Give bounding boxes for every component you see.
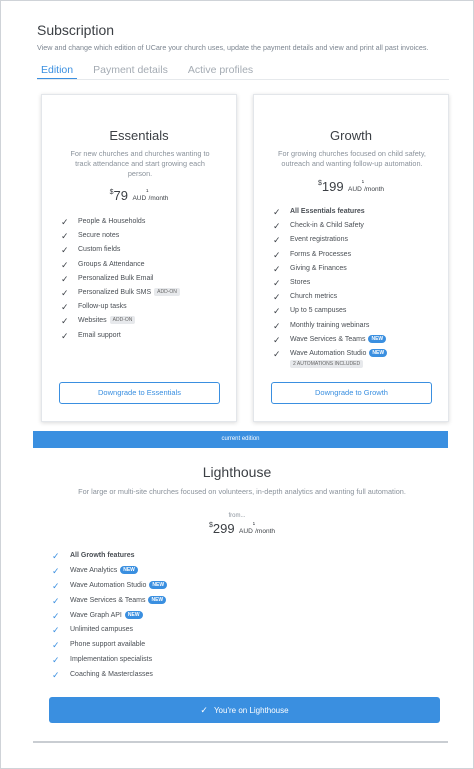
feature-item: [271, 321, 387, 335]
check-icon: ✓: [273, 348, 281, 359]
check-icon: ✓: [61, 330, 69, 341]
feature-item: [59, 331, 180, 345]
plan-name-lighthouse: Lighthouse: [202, 464, 272, 480]
feature-label: Wave Automation Studio: [290, 349, 367, 357]
plan-name: Essentials: [109, 128, 169, 143]
plan-price: [254, 178, 448, 196]
check-icon: ✓: [52, 551, 60, 561]
feature-item: [271, 207, 387, 221]
check-icon: ✓: [273, 207, 281, 217]
feature-item: [50, 566, 167, 581]
check-icon: ✓: [273, 221, 281, 232]
check-icon: ✓: [273, 334, 281, 345]
check-icon: ✓: [61, 259, 69, 270]
feature-item: [59, 288, 180, 302]
youre-on-lighthouse-button[interactable]: [49, 697, 440, 723]
check-icon: ✓: [273, 277, 281, 288]
feature-label: Unlimited campuses: [70, 626, 134, 634]
feature-label: Church metrics: [290, 293, 338, 301]
feature-label: Wave Automation Studio: [70, 581, 147, 589]
tabs-divider: [37, 79, 449, 80]
price-currency: $: [109, 189, 114, 196]
feature-label: Custom fields: [78, 246, 121, 254]
tab-active-profiles[interactable]: Active profiles: [187, 64, 254, 76]
check-icon: ✓: [200, 705, 208, 715]
check-icon: ✓: [273, 306, 281, 317]
check-icon: ✓: [273, 249, 281, 260]
price-period: /month: [148, 195, 169, 202]
price-amount: 199: [321, 179, 344, 194]
feature-item: [50, 611, 167, 626]
plan-description: For new churches and churches wanting to track attendance and start growing each person.: [70, 149, 210, 178]
check-icon: ✓: [61, 245, 69, 256]
tab-edition[interactable]: Edition: [37, 62, 77, 80]
feature-label: Groups & Attendance: [78, 260, 145, 268]
button-label: You're on Lighthouse: [213, 706, 289, 715]
feature-label: Wave Graph API: [70, 611, 122, 619]
plan-card-essentials: [41, 94, 237, 422]
check-icon: ✓: [52, 670, 60, 681]
feature-item: [59, 231, 180, 245]
price-unit: AUD: [132, 195, 147, 202]
feature-label: Websites: [78, 317, 107, 325]
feature-item: [50, 625, 167, 640]
price-unit-superscript: ¹: [361, 180, 365, 187]
check-icon: ✓: [61, 231, 69, 242]
plan-description: For growing churches focused on child safety, outreach and wanting follow-up automation.: [278, 149, 426, 168]
feature-label: Secure notes: [78, 232, 120, 240]
plan-price: [42, 187, 236, 205]
check-icon: ✓: [52, 580, 60, 591]
feature-item: [59, 274, 180, 288]
new-badge: NEW: [148, 596, 166, 604]
check-icon: ✓: [61, 287, 69, 298]
check-icon: ✓: [52, 610, 60, 621]
feature-label: People & Households: [78, 218, 146, 225]
feature-label: Wave Analytics: [70, 566, 118, 574]
addon-badge: ADD-ON: [154, 288, 180, 296]
tab-bar: [37, 62, 269, 80]
feature-label: Follow-up tasks: [78, 303, 127, 311]
plan-description-lighthouse: For large or multi-site churches focused on volunteers, in-depth analytics and wanting full automation.: [78, 487, 406, 496]
price-unit: AUD: [239, 528, 253, 535]
feature-item: [271, 335, 387, 349]
check-icon: ✓: [61, 273, 69, 284]
feature-item: [271, 349, 387, 371]
plan-name: Growth: [330, 128, 372, 143]
feature-item: [50, 670, 167, 685]
feature-item: [59, 260, 180, 274]
check-icon: ✓: [273, 263, 281, 274]
feature-label: Giving & Finances: [290, 264, 347, 272]
price-unit-superscript: ¹: [146, 189, 149, 196]
feature-label: Personalized Bulk SMS: [78, 288, 152, 296]
feature-item: [271, 264, 387, 278]
feature-item: [50, 640, 167, 655]
feature-item: [59, 217, 180, 231]
feature-item: [50, 581, 167, 596]
feature-label: All Essentials features: [290, 208, 365, 215]
price-amount: 79: [113, 188, 128, 203]
downgrade-to-growth-button[interactable]: Downgrade to Growth: [271, 382, 432, 404]
feature-item: [271, 292, 387, 306]
feature-list: [59, 217, 180, 345]
plan-card-growth: [253, 94, 449, 422]
price-from-label: from...: [228, 513, 246, 519]
feature-label: Wave Services & Teams: [290, 335, 366, 343]
page-title: Subscription: [37, 22, 115, 38]
price-currency: $: [208, 522, 213, 529]
bottom-divider: [33, 741, 448, 743]
tab-payment-details[interactable]: Payment details: [93, 64, 168, 76]
check-icon: ✓: [52, 625, 60, 636]
new-badge: NEW: [368, 335, 386, 343]
feature-label: Phone support available: [70, 641, 146, 649]
check-icon: ✓: [61, 316, 69, 327]
feature-item: [59, 302, 180, 316]
feature-label: Check-in & Child Safety: [290, 222, 364, 230]
feature-item: [59, 316, 180, 330]
feature-item: [50, 551, 167, 566]
feature-item: [50, 655, 167, 670]
check-icon: ✓: [61, 302, 69, 313]
feature-item: [271, 278, 387, 292]
feature-label: Coaching & Masterclasses: [70, 671, 153, 679]
check-icon: ✓: [52, 655, 60, 666]
feature-item: [271, 306, 387, 320]
plan-price-lighthouse: [0, 520, 474, 538]
feature-list-lighthouse: [50, 551, 167, 685]
check-icon: ✓: [52, 565, 60, 576]
feature-label: Implementation specialists: [70, 656, 153, 664]
feature-label: All Growth features: [70, 552, 135, 559]
feature-label: Stores: [290, 278, 311, 286]
feature-item: [271, 250, 387, 264]
automations-included-badge: 2 AUTOMATIONS INCLUDED: [290, 360, 363, 368]
feature-item: [50, 596, 167, 611]
check-icon: ✓: [273, 235, 281, 246]
new-badge: NEW: [120, 566, 138, 574]
addon-badge: ADD-ON: [110, 316, 136, 324]
price-period: /month: [255, 528, 275, 535]
current-edition-bar: current edition: [33, 431, 448, 448]
check-icon: ✓: [273, 320, 281, 331]
new-badge: NEW: [149, 581, 167, 589]
new-badge: NEW: [369, 349, 387, 357]
feature-label: Up to 5 campuses: [290, 307, 347, 315]
feature-label: Email support: [78, 331, 121, 339]
feature-item: [271, 221, 387, 235]
price-unit-superscript: ¹: [252, 522, 256, 529]
price-amount: 299: [212, 521, 235, 536]
feature-label: Personalized Bulk Email: [78, 274, 154, 282]
feature-item: [271, 235, 387, 249]
feature-label: Event registrations: [290, 236, 348, 244]
check-icon: ✓: [273, 292, 281, 303]
feature-label: Wave Services & Teams: [70, 596, 146, 604]
feature-label: Forms & Processes: [290, 250, 352, 258]
feature-label: Monthly training webinars: [290, 321, 370, 329]
check-icon: ✓: [52, 640, 60, 651]
price-unit: AUD: [348, 186, 362, 193]
price-period: /month: [364, 186, 384, 193]
feature-list: [271, 207, 387, 371]
check-icon: ✓: [61, 217, 69, 227]
check-icon: ✓: [52, 595, 60, 606]
feature-item: [59, 245, 180, 259]
new-badge: NEW: [125, 611, 143, 619]
downgrade-to-essentials-button[interactable]: Downgrade to Essentials: [59, 382, 220, 404]
price-currency: $: [317, 180, 322, 187]
page-subtitle: View and change which edition of UCare your church uses, update the payment details and view and print all past invoices.: [37, 43, 429, 52]
